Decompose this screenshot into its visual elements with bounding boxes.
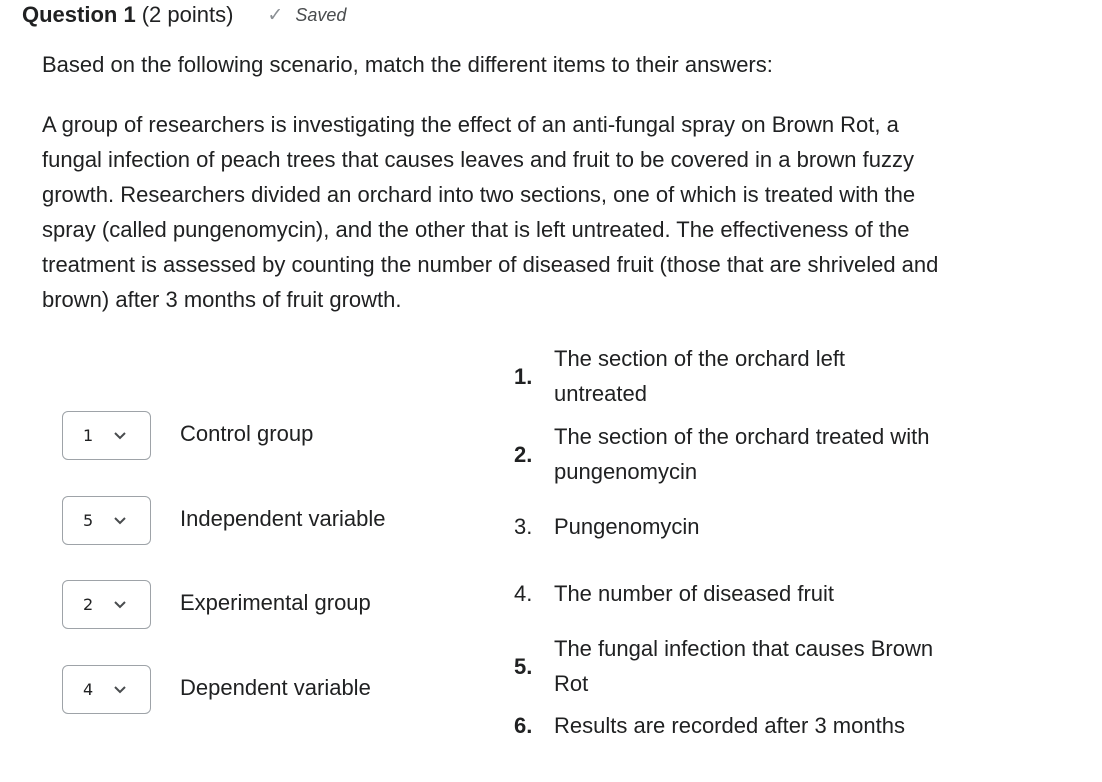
match-item — [62, 409, 313, 461]
answer-item — [514, 419, 934, 489]
answer-text: The section of the orchard treated with pungenomycin — [554, 424, 930, 484]
question-title: Question 1 — [22, 2, 136, 27]
answer-item — [514, 708, 934, 743]
dropdown-value: 1 — [83, 425, 94, 445]
dropdown-value: 4 — [83, 679, 94, 699]
checkmark-icon: ✓ — [267, 4, 284, 26]
answer-number: 5. — [514, 653, 533, 679]
answer-item — [514, 631, 934, 701]
match-item-label: Experimental group — [180, 590, 371, 615]
answer-number: 1. — [514, 363, 533, 389]
match-item — [62, 663, 371, 715]
match-item-label: Control group — [180, 421, 314, 446]
match-item-label: Independent variable — [180, 506, 386, 531]
answer-number: 2. — [514, 441, 533, 467]
answer-number: 4. — [514, 581, 533, 606]
question-prompt: Based on the following scenario, match the different items to their answers: — [42, 52, 773, 77]
answer-text: The section of the orchard left untreated — [554, 346, 846, 406]
answer-item — [514, 509, 934, 544]
match-item — [62, 494, 386, 546]
match-item — [62, 578, 371, 630]
match-item-label: Dependent variable — [180, 675, 371, 700]
answer-text: Results are recorded after 3 months — [554, 713, 905, 738]
dropdown-value: 2 — [83, 594, 94, 614]
answer-item — [514, 576, 934, 611]
chevron-down-icon — [113, 684, 127, 694]
match-dropdown[interactable] — [62, 665, 151, 714]
answer-text: The fungal infection that causes Brown Rot — [554, 636, 934, 696]
chevron-down-icon — [113, 430, 127, 440]
match-dropdown[interactable] — [62, 411, 151, 460]
answer-number: 6. — [514, 713, 533, 738]
answer-number: 3. — [514, 514, 533, 539]
chevron-down-icon — [113, 515, 127, 525]
saved-status: Saved — [295, 4, 347, 25]
scenario-text: A group of researchers is investigating the effect of an anti-fungal spray on Brown Rot, a fungal infection of peach trees that causes leaves and fruit to be covered in a brown fuzzy growth. Researchers divided an orchard into two sections, one of which is treated with the spray (called pungenomycin), and the other that is left untreated. The effectiveness of the treatment is assessed by counting the number of diseased fruit (those that are shriveled and brown) after 3 months of fruit growth. — [42, 112, 939, 312]
dropdown-value: 5 — [83, 510, 94, 530]
answer-text: The number of diseased fruit — [554, 581, 835, 606]
chevron-down-icon — [113, 599, 127, 609]
answer-item — [514, 341, 934, 411]
question-header — [22, 0, 346, 30]
match-dropdown[interactable] — [62, 496, 151, 545]
match-dropdown[interactable] — [62, 580, 151, 629]
answer-text: Pungenomycin — [554, 514, 700, 539]
question-points: (2 points) — [141, 2, 234, 27]
